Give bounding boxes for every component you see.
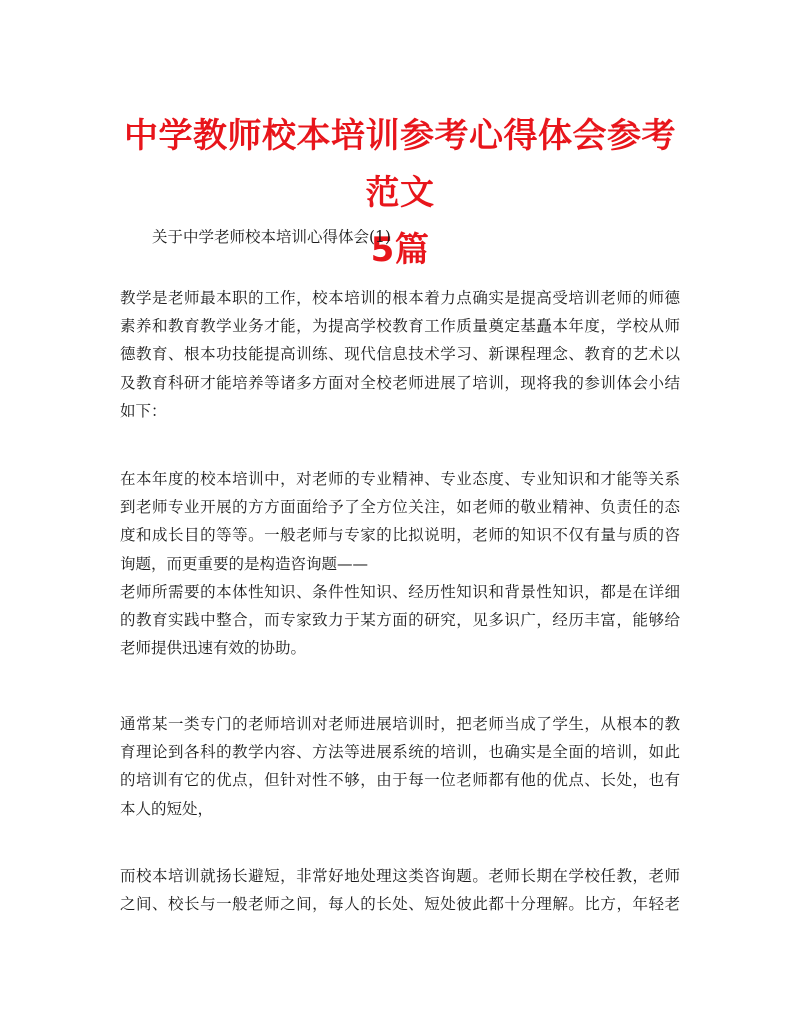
paragraph-line: 老师提供迅速有效的协助。 bbox=[120, 639, 307, 658]
paragraph-line: 老师所需要的本体性知识、条件性知识、经历性知识和背景性知识，都是在详细 bbox=[120, 582, 680, 601]
paragraph-line: 如下： bbox=[120, 401, 167, 420]
paragraph-line: 之间、校长与一般老师之间，每人的长处、短处彼此都十分理解。比方，年轻老 bbox=[120, 895, 680, 914]
document-title bbox=[110, 108, 690, 279]
paragraph-line: 德教育、根本功技能提高训练、现代信息技术学习、新课程理念、教育的艺术以 bbox=[120, 345, 680, 364]
paragraph-line: 及教育科研才能培养等诸多方面对全校老师进展了培训，现将我的参训体会小结 bbox=[120, 373, 680, 392]
paragraph-3 bbox=[120, 710, 680, 823]
paragraph-line: 的教育实践中整合，而专家致力于某方面的研究，见多识广，经历丰富，能够给 bbox=[120, 611, 680, 630]
paragraph-4 bbox=[120, 862, 680, 918]
paragraph-line: 询题，而更重要的是构造咨询题—— bbox=[120, 554, 369, 573]
paragraph-line: 到老师专业开展的方方面面给予了全方位关注，如老师的敬业精神、负责任的态 bbox=[120, 498, 680, 517]
paragraph-1 bbox=[120, 284, 680, 425]
paragraph-line: 而校本培训就扬长避短，非常好地处理这类咨询题。老师长期在学校任教，老师 bbox=[120, 867, 680, 885]
paragraph-line: 度和成长目的等等。一般老师与专家的比拟说明，老师的知识不仅有量与质的咨 bbox=[120, 526, 680, 545]
document-title-line-1: 中学教师校本培训参考心得体会参考范文 bbox=[124, 116, 676, 213]
paragraph-line: 的培训有它的优点，但针对性不够，由于每一位老师都有他的优点、长处，也有 bbox=[120, 771, 680, 790]
paragraph-line: 通常某一类专门的老师培训对老师进展培训时，把老师当成了学生，从根本的教 bbox=[120, 715, 680, 733]
paragraph-2 bbox=[120, 465, 680, 662]
section-heading: 关于中学老师校本培训心得体会(1) bbox=[152, 228, 391, 246]
document-title-line-2: 5篇 bbox=[370, 230, 430, 270]
paragraph-line: 教学是老师最本职的工作，校本培训的根本着力点确实是提高受培训老师的师德 bbox=[120, 289, 680, 307]
paragraph-line: 本人的短处， bbox=[120, 799, 214, 818]
paragraph-line: 育理论到各科的教学内容、方法等进展系统的培训，也确实是全面的培训，如此 bbox=[120, 743, 680, 762]
paragraph-line: 素养和教育教学业务才能，为提高学校教育工作质量奠定基矗本年度，学校从师 bbox=[120, 317, 680, 336]
paragraph-line: 在本年度的校本培训中，对老师的专业精神、专业态度、专业知识和才能等关系 bbox=[120, 470, 680, 488]
